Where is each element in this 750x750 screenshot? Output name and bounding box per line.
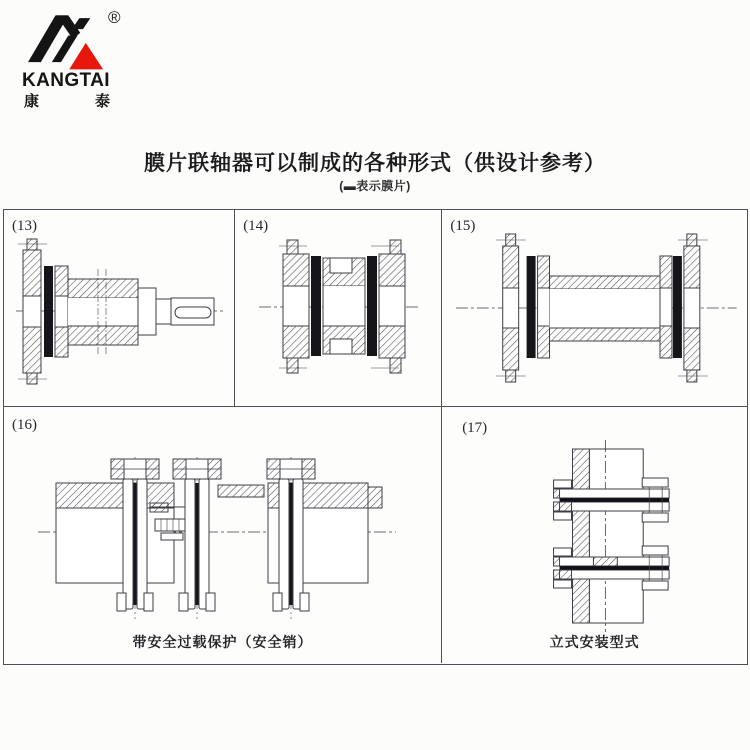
figure-16-drawing-overload-protection-coupling: [4, 407, 441, 663]
logo-cn-char-2: 泰: [94, 93, 110, 110]
right-flange: [684, 234, 700, 382]
kangtai-logo-mark-icon: [28, 10, 116, 72]
keyway: [175, 307, 211, 318]
figure-cell-14: [235, 210, 442, 406]
figure-table-row-1: [4, 210, 747, 407]
figure-label-16: (16): [12, 417, 37, 434]
left-flange: [503, 234, 519, 382]
page-title: 膜片联轴器可以制成的各种形式（供设计参考）: [144, 152, 606, 175]
spacer-tube-wall: [218, 485, 264, 497]
spacer-tube: [550, 276, 660, 341]
diaphragm-pack-right: [367, 256, 377, 356]
figure-17-caption: 立式安装型式: [549, 634, 640, 651]
shaft-assembly: [138, 288, 214, 335]
figure-16-caption: 带安全过载保护（安全销）: [132, 634, 313, 651]
left-hub-flange: [538, 256, 550, 358]
figure-label-15: (15): [450, 218, 476, 234]
figure-14-drawing-double-diaphragm-coupling: [235, 210, 441, 406]
logo-brand-chinese: [24, 90, 110, 111]
left-flange: [23, 239, 41, 384]
left-hub: [56, 483, 174, 583]
registered-trademark-icon: ®: [108, 8, 121, 27]
page-subtitle-legend: (▬表示膜片): [339, 179, 411, 193]
diaphragm-pack-left: [311, 256, 321, 356]
center-spacer: [323, 258, 365, 354]
figure-13-drawing-single-diaphragm-coupling: [4, 210, 234, 406]
figure-label-17: (17): [462, 420, 488, 437]
right-hub-flange: [660, 256, 672, 358]
logo-cn-char-1: 康: [24, 93, 40, 110]
hub-flange: [55, 266, 68, 357]
diaphragm-pack-right: [673, 256, 682, 358]
figure-table: [3, 209, 748, 665]
vertical-shaft-body: [590, 449, 644, 623]
figure-label-14: (14): [243, 218, 269, 234]
right-hub: [379, 240, 405, 373]
figure-cell-13: [4, 210, 235, 406]
figure-17-drawing-vertical-mount-coupling: [442, 407, 747, 663]
figure-15-drawing-spacer-coupling: [442, 210, 747, 406]
diaphragm-pack: [44, 266, 53, 357]
diaphragm-pack-left: [527, 256, 536, 358]
logo-brand-text: KANGTAI: [22, 70, 110, 91]
figure-cell-15: [442, 210, 747, 406]
logo-red-triangle: [69, 43, 103, 70]
vertical-wall: [573, 449, 590, 623]
figure-table-row-2: [4, 407, 747, 663]
figure-label-13: (13): [12, 218, 37, 234]
hub-sleeve: [68, 279, 138, 345]
figure-cell-17: [442, 407, 747, 663]
left-hub: [283, 240, 309, 373]
figure-cell-16: [4, 407, 442, 663]
